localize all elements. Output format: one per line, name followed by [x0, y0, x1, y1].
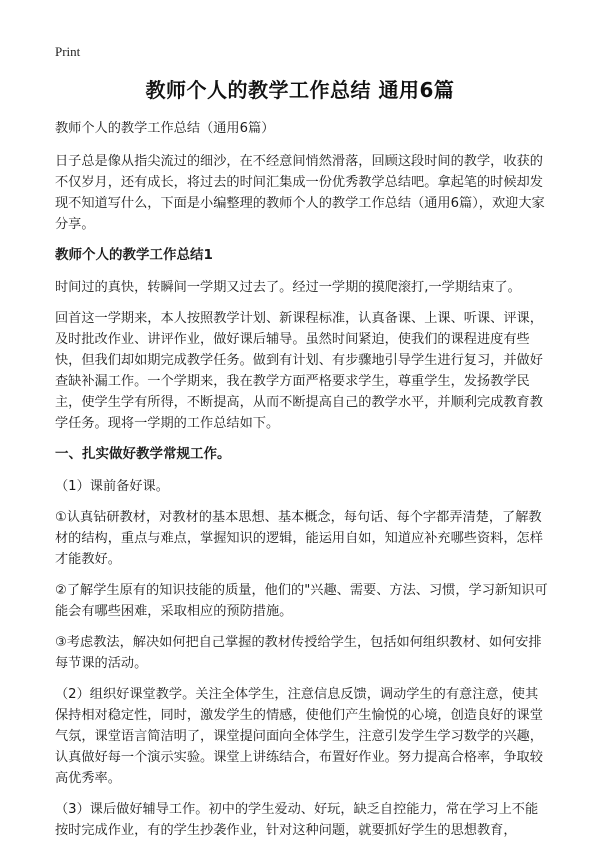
- list-item: （2）组织好课堂教学。关注全体学生，注意信息反馈，调动学生的有意注意，使其保持相对稳定性，同时，激发学生的情感，使他们产生愉悦的心境，创造良好的课堂气氛，课堂语言简洁明了，课堂提问面向全体学生，注意引发学生学习数学的兴趣，认真做好每一个演示实验。课堂上讲练结合，布置好作业。努力提高合格率，争取较高优秀率。: [55, 687, 543, 786]
- document-subtitle: 教师个人的教学工作总结（通用6篇）: [55, 121, 275, 136]
- list-item: ③考虑教法，解决如何把自己掌握的教材传授给学生，包括如何组织教材、如何安排每节课的活动。: [55, 635, 542, 671]
- print-label: Print: [55, 44, 81, 59]
- page-title: 教师个人的教学工作总结 通用6篇: [145, 78, 455, 102]
- list-item: ①认真钻研教材，对教材的基本思想、基本概念，每句话、每个字都弄清楚，了解教材的结构，重点与难点，掌握知识的逻辑，能运用自如，知道应补充哪些资料，怎样才能教好。: [55, 510, 543, 567]
- list-item: （3）课后做好辅导工作。初中的学生爱动、好玩，缺乏自控能力，常在学习上不能按时完成作业，有的学生抄袭作业，针对这种问题，就要抓好学生的思想教育，: [55, 802, 539, 838]
- paragraph: 回首这一学期来，本人按照教学计划、新课程标准，认真备课、上课、听课、评课，及时批改作业、讲评作业，做好课后辅导。虽然时间紧迫，使我们的课程进度有些快，但我们却如期完成教学任务。做到有计划、有步骤地引导学生进行复习，并做好查缺补漏工作。一个学期来，我在教学方面严格要求学生，尊重学生，发扬教学民主，使学生学有所得，不断提高，从而不断提高自己的教学水平，并顺利完成教育教学任务。现将一学期的工作总结如下。: [55, 311, 543, 431]
- list-item: ②了解学生原有的知识技能的质量，他们的"兴趣、需要、方法、习惯，学习新知识可能会有哪些困难，采取相应的预防措施。: [55, 583, 548, 619]
- paragraph: 时间过的真快，转瞬间一学期又过去了。经过一学期的摸爬滚打,一学期结束了。: [55, 280, 521, 295]
- section-heading: 教师个人的教学工作总结1: [55, 247, 213, 263]
- list-item: （1）课前备好课。: [55, 479, 169, 494]
- intro-paragraph: 日子总是像从指尖流过的细沙，在不经意间悄然滑落，回顾这段时间的教学，收获的不仅岁月，还有成长，将过去的时间汇集成一份优秀教学总结吧。拿起笔的时候却发现不知道写什么，下面是小编整理的教师个人的教学工作总结（通用6篇），欢迎大家分享。: [55, 154, 545, 232]
- document-body: [55, 118, 549, 851]
- part-heading: 一、扎实做好教学常规工作。: [55, 446, 231, 462]
